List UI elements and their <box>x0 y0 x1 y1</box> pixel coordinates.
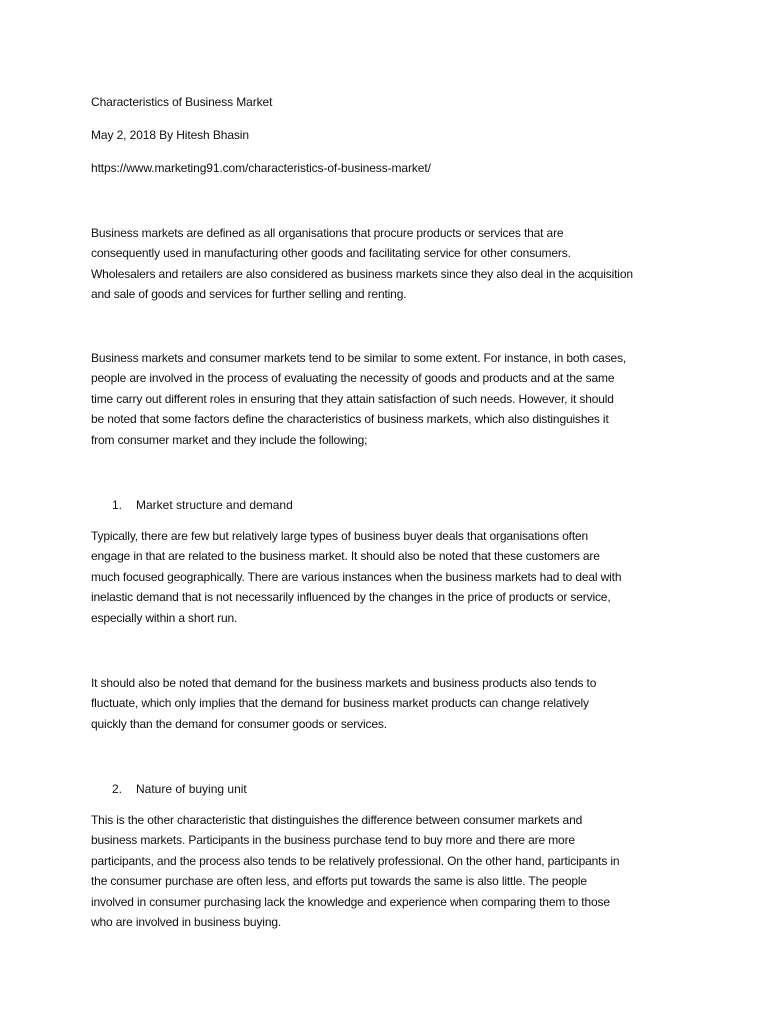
paragraph-line: especially within a short run. <box>91 610 238 625</box>
source-url: https://www.marketing91.com/characteristics-of-business-market/ <box>91 161 431 175</box>
paragraph-line: This is the other characteristic that distinguishes the difference between consumer markets and <box>91 813 583 827</box>
paragraph-line: engage in that are related to the business market. It should also be noted that these customers are <box>91 549 600 564</box>
paragraph-market-structure <box>91 526 681 628</box>
paragraph-line: from consumer market and they include the following; <box>91 432 368 447</box>
paragraph-buying-unit <box>91 810 681 932</box>
paragraph-line: who are involved in business buying. <box>91 915 282 930</box>
paragraph-line: fluctuate, which only implies that the demand for business market products can change relatively <box>91 696 589 711</box>
paragraph-line: consequently used in manufacturing other goods and facilitating service for other consumers. <box>91 246 571 261</box>
section-heading-2 <box>112 779 247 799</box>
list-number: 2. <box>112 782 123 796</box>
byline: May 2, 2018 By Hitesh Bhasin <box>91 128 249 142</box>
section-heading-text: Nature of buying unit <box>136 782 247 796</box>
paragraph-line: Business markets are defined as all organisations that procure products or services that are <box>91 226 564 240</box>
paragraph-comparison <box>91 348 681 450</box>
paragraph-line: and sale of goods and services for further selling and renting. <box>91 287 407 302</box>
paragraph-line: business markets. Participants in the business purchase tend to buy more and there are more <box>91 833 575 848</box>
paragraph-line: involved in consumer purchasing lack the knowledge and experience when comparing them to those <box>91 894 610 909</box>
paragraph-line: inelastic demand that is not necessarily influenced by the changes in the price of products or service, <box>91 590 611 605</box>
paragraph-line: much focused geographically. There are various instances when the business markets had to deal with <box>91 569 622 584</box>
paragraph-line: time carry out different roles in ensuring that they attain satisfaction of such needs. However, it should <box>91 391 614 406</box>
paragraph-line: It should also be noted that demand for the business markets and business products also tends to <box>91 676 597 690</box>
section-heading-1 <box>112 495 293 515</box>
paragraph-line: Business markets and consumer markets tend to be similar to some extent. For instance, in both cases, <box>91 351 627 365</box>
paragraph-demand-fluctuation <box>91 673 681 734</box>
list-number: 1. <box>112 498 123 512</box>
paragraph-line: Typically, there are few but relatively large types of business buyer deals that organisations often <box>91 529 589 543</box>
paragraph-line: Wholesalers and retailers are also considered as business markets since they also deal in the acquisition <box>91 266 633 281</box>
paragraph-intro <box>91 223 681 305</box>
paragraph-line: quickly than the demand for consumer goods or services. <box>91 716 387 731</box>
document-title: Characteristics of Business Market <box>91 95 273 109</box>
paragraph-line: the consumer purchase are often less, and efforts put towards the same is also little. The people <box>91 874 587 889</box>
paragraph-line: be noted that some factors define the characteristics of business markets, which also distinguishes it <box>91 412 609 427</box>
paragraph-line: participants, and the process also tends to be relatively professional. On the other hand, participants in <box>91 853 620 868</box>
paragraph-line: people are involved in the process of evaluating the necessity of goods and products and at the same <box>91 371 615 386</box>
section-heading-text: Market structure and demand <box>136 498 293 512</box>
